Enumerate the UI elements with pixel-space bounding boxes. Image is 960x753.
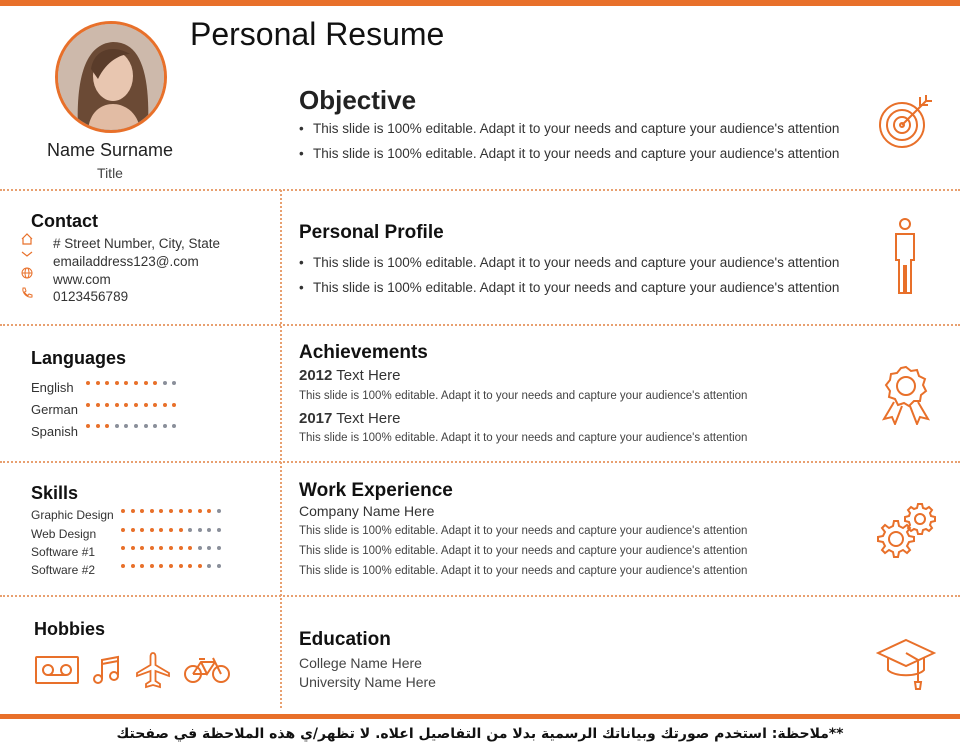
achievements-heading: Achievements	[299, 342, 428, 363]
contact-phone: 0123456789	[53, 289, 129, 304]
language-rating	[86, 381, 182, 385]
objective-heading: Objective	[299, 85, 417, 115]
skill-name: Software #1	[31, 545, 96, 559]
bicycle-icon	[183, 656, 231, 684]
rating-dot-filled	[150, 546, 154, 550]
rating-dot-filled	[163, 403, 167, 407]
hobbies-heading: Hobbies	[34, 619, 106, 639]
rating-dot-filled	[159, 509, 163, 513]
rating-dot-filled	[159, 564, 163, 568]
education-heading: Education	[299, 629, 391, 650]
divider	[0, 461, 960, 463]
achievement-title	[299, 367, 400, 384]
rating-dot-filled	[86, 403, 90, 407]
work-line: This slide is 100% editable. Adapt it to your needs and capture your audience's attention	[299, 565, 748, 577]
divider	[0, 324, 960, 326]
rating-dot-filled	[131, 564, 135, 568]
rating-dot-filled	[134, 381, 138, 385]
graduation-cap-icon	[876, 636, 936, 692]
rating-dot-filled	[179, 564, 183, 568]
rating-dot-filled	[153, 381, 157, 385]
rating-dot-filled	[140, 528, 144, 532]
contact-website[interactable]: www.com	[53, 272, 111, 287]
rating-dot-empty	[198, 528, 202, 532]
phone-icon	[21, 287, 33, 299]
voicemail-icon	[35, 656, 79, 684]
rating-dot-filled	[172, 403, 176, 407]
rating-dot-filled	[121, 528, 125, 532]
bottom-accent-bar	[0, 714, 960, 719]
person-icon	[890, 216, 920, 296]
achievement-year: 2017	[299, 410, 333, 427]
skill-rating	[121, 509, 227, 513]
rating-dot-filled	[121, 509, 125, 513]
rating-dot-filled	[140, 509, 144, 513]
rating-dot-empty	[217, 528, 221, 532]
rating-dot-filled	[115, 403, 119, 407]
work-heading: Work Experience	[299, 480, 453, 501]
rating-dot-filled	[124, 381, 128, 385]
rating-dot-empty	[153, 424, 157, 428]
language-name: Spanish	[31, 424, 78, 439]
languages-heading: Languages	[31, 348, 127, 368]
rating-dot-filled	[150, 528, 154, 532]
rating-dot-filled	[169, 509, 173, 513]
rating-dot-empty	[188, 528, 192, 532]
rating-dot-filled	[169, 564, 173, 568]
rating-dot-filled	[179, 528, 183, 532]
skills-heading: Skills	[31, 483, 79, 503]
home-icon	[20, 233, 34, 245]
rating-dot-filled	[131, 546, 135, 550]
gears-icon	[874, 501, 938, 561]
contact-heading: Contact	[31, 211, 98, 231]
language-rating	[86, 403, 182, 407]
rating-dot-empty	[217, 546, 221, 550]
rating-dot-filled	[140, 546, 144, 550]
achievement-label: Text Here	[336, 410, 401, 427]
achievement-desc: This slide is 100% editable. Adapt it to your needs and capture your audience's attention	[299, 390, 748, 402]
education-college: College Name Here	[299, 655, 422, 671]
music-note-icon	[93, 655, 121, 685]
rating-dot-filled	[169, 528, 173, 532]
profile-photo	[55, 21, 167, 133]
rating-dot-filled	[96, 424, 100, 428]
skill-name: Web Design	[31, 527, 97, 541]
rating-dot-filled	[150, 509, 154, 513]
profile-bullet: • This slide is 100% editable. Adapt it to your needs and capture your audience's attention	[299, 255, 839, 270]
rating-dot-filled	[188, 509, 192, 513]
achievement-year: 2012	[299, 367, 333, 384]
skill-rating	[121, 564, 227, 568]
rating-dot-empty	[124, 424, 128, 428]
contact-email[interactable]: emailaddress123@.com	[53, 254, 199, 269]
rating-dot-filled	[86, 381, 90, 385]
rating-dot-filled	[188, 546, 192, 550]
rating-dot-filled	[150, 564, 154, 568]
profile-bullet: • This slide is 100% editable. Adapt it to your needs and capture your audience's attention	[299, 280, 839, 295]
rating-dot-empty	[217, 564, 221, 568]
footnote: **ملاحظة: استخدم صورتك وبياناتك الرسمية بدلا من التفاصيل اعلاه. لا تظهر/ي هذه الملاحظة في صفحتك	[116, 726, 844, 742]
achievement-label: Text Here	[336, 367, 401, 384]
globe-icon	[21, 267, 33, 279]
rating-dot-filled	[140, 564, 144, 568]
target-icon	[876, 91, 936, 151]
rating-dot-filled	[105, 381, 109, 385]
profile-heading: Personal Profile	[299, 222, 444, 243]
rating-dot-filled	[169, 546, 173, 550]
rating-dot-filled	[105, 403, 109, 407]
rating-dot-filled	[124, 403, 128, 407]
objective-bullet: • This slide is 100% editable. Adapt it to your needs and capture your audience's attention	[299, 146, 839, 161]
rating-dot-filled	[144, 381, 148, 385]
language-name: English	[31, 380, 74, 395]
rating-dot-empty	[172, 381, 176, 385]
skill-rating	[121, 546, 227, 550]
rating-dot-empty	[207, 528, 211, 532]
rating-dot-filled	[115, 381, 119, 385]
rating-dot-empty	[163, 424, 167, 428]
objective-bullet: • This slide is 100% editable. Adapt it to your needs and capture your audience's attention	[299, 121, 839, 136]
work-company: Company Name Here	[299, 503, 435, 519]
person-title: Title	[97, 165, 123, 181]
rating-dot-filled	[159, 546, 163, 550]
rating-dot-empty	[144, 424, 148, 428]
rating-dot-empty	[172, 424, 176, 428]
award-ribbon-icon	[880, 365, 932, 425]
rating-dot-filled	[179, 509, 183, 513]
rating-dot-filled	[188, 564, 192, 568]
rating-dot-filled	[134, 403, 138, 407]
skill-rating	[121, 528, 227, 532]
achievement-title	[299, 410, 400, 427]
rating-dot-filled	[144, 403, 148, 407]
rating-dot-empty	[207, 546, 211, 550]
work-line: This slide is 100% editable. Adapt it to your needs and capture your audience's attention	[299, 545, 748, 557]
skill-name: Software #2	[31, 563, 96, 577]
airplane-icon	[134, 651, 172, 689]
divider	[0, 189, 960, 191]
rating-dot-filled	[159, 528, 163, 532]
skill-name: Graphic Design	[31, 508, 114, 522]
envelope-icon	[21, 250, 33, 259]
divider	[0, 595, 960, 597]
rating-dot-filled	[96, 403, 100, 407]
rating-dot-empty	[134, 424, 138, 428]
rating-dot-filled	[105, 424, 109, 428]
person-name: Name Surname	[46, 140, 174, 160]
rating-dot-filled	[86, 424, 90, 428]
language-name: German	[31, 402, 78, 417]
rating-dot-filled	[121, 564, 125, 568]
rating-dot-empty	[198, 546, 202, 550]
rating-dot-empty	[115, 424, 119, 428]
rating-dot-filled	[121, 546, 125, 550]
page-title: Personal Resume	[190, 16, 445, 52]
rating-dot-empty	[163, 381, 167, 385]
contact-address: # Street Number, City, State	[53, 236, 221, 251]
rating-dot-filled	[153, 403, 157, 407]
rating-dot-empty	[217, 509, 221, 513]
rating-dot-filled	[207, 509, 211, 513]
divider	[280, 190, 282, 708]
rating-dot-filled	[198, 509, 202, 513]
language-rating	[86, 424, 182, 428]
rating-dot-filled	[131, 528, 135, 532]
rating-dot-filled	[198, 564, 202, 568]
rating-dot-filled	[131, 509, 135, 513]
achievement-desc: This slide is 100% editable. Adapt it to your needs and capture your audience's attention	[299, 432, 748, 444]
rating-dot-filled	[96, 381, 100, 385]
rating-dot-empty	[207, 564, 211, 568]
rating-dot-filled	[179, 546, 183, 550]
work-line: This slide is 100% editable. Adapt it to your needs and capture your audience's attention	[299, 525, 748, 537]
top-accent-bar	[0, 0, 960, 6]
education-university: University Name Here	[299, 674, 436, 690]
